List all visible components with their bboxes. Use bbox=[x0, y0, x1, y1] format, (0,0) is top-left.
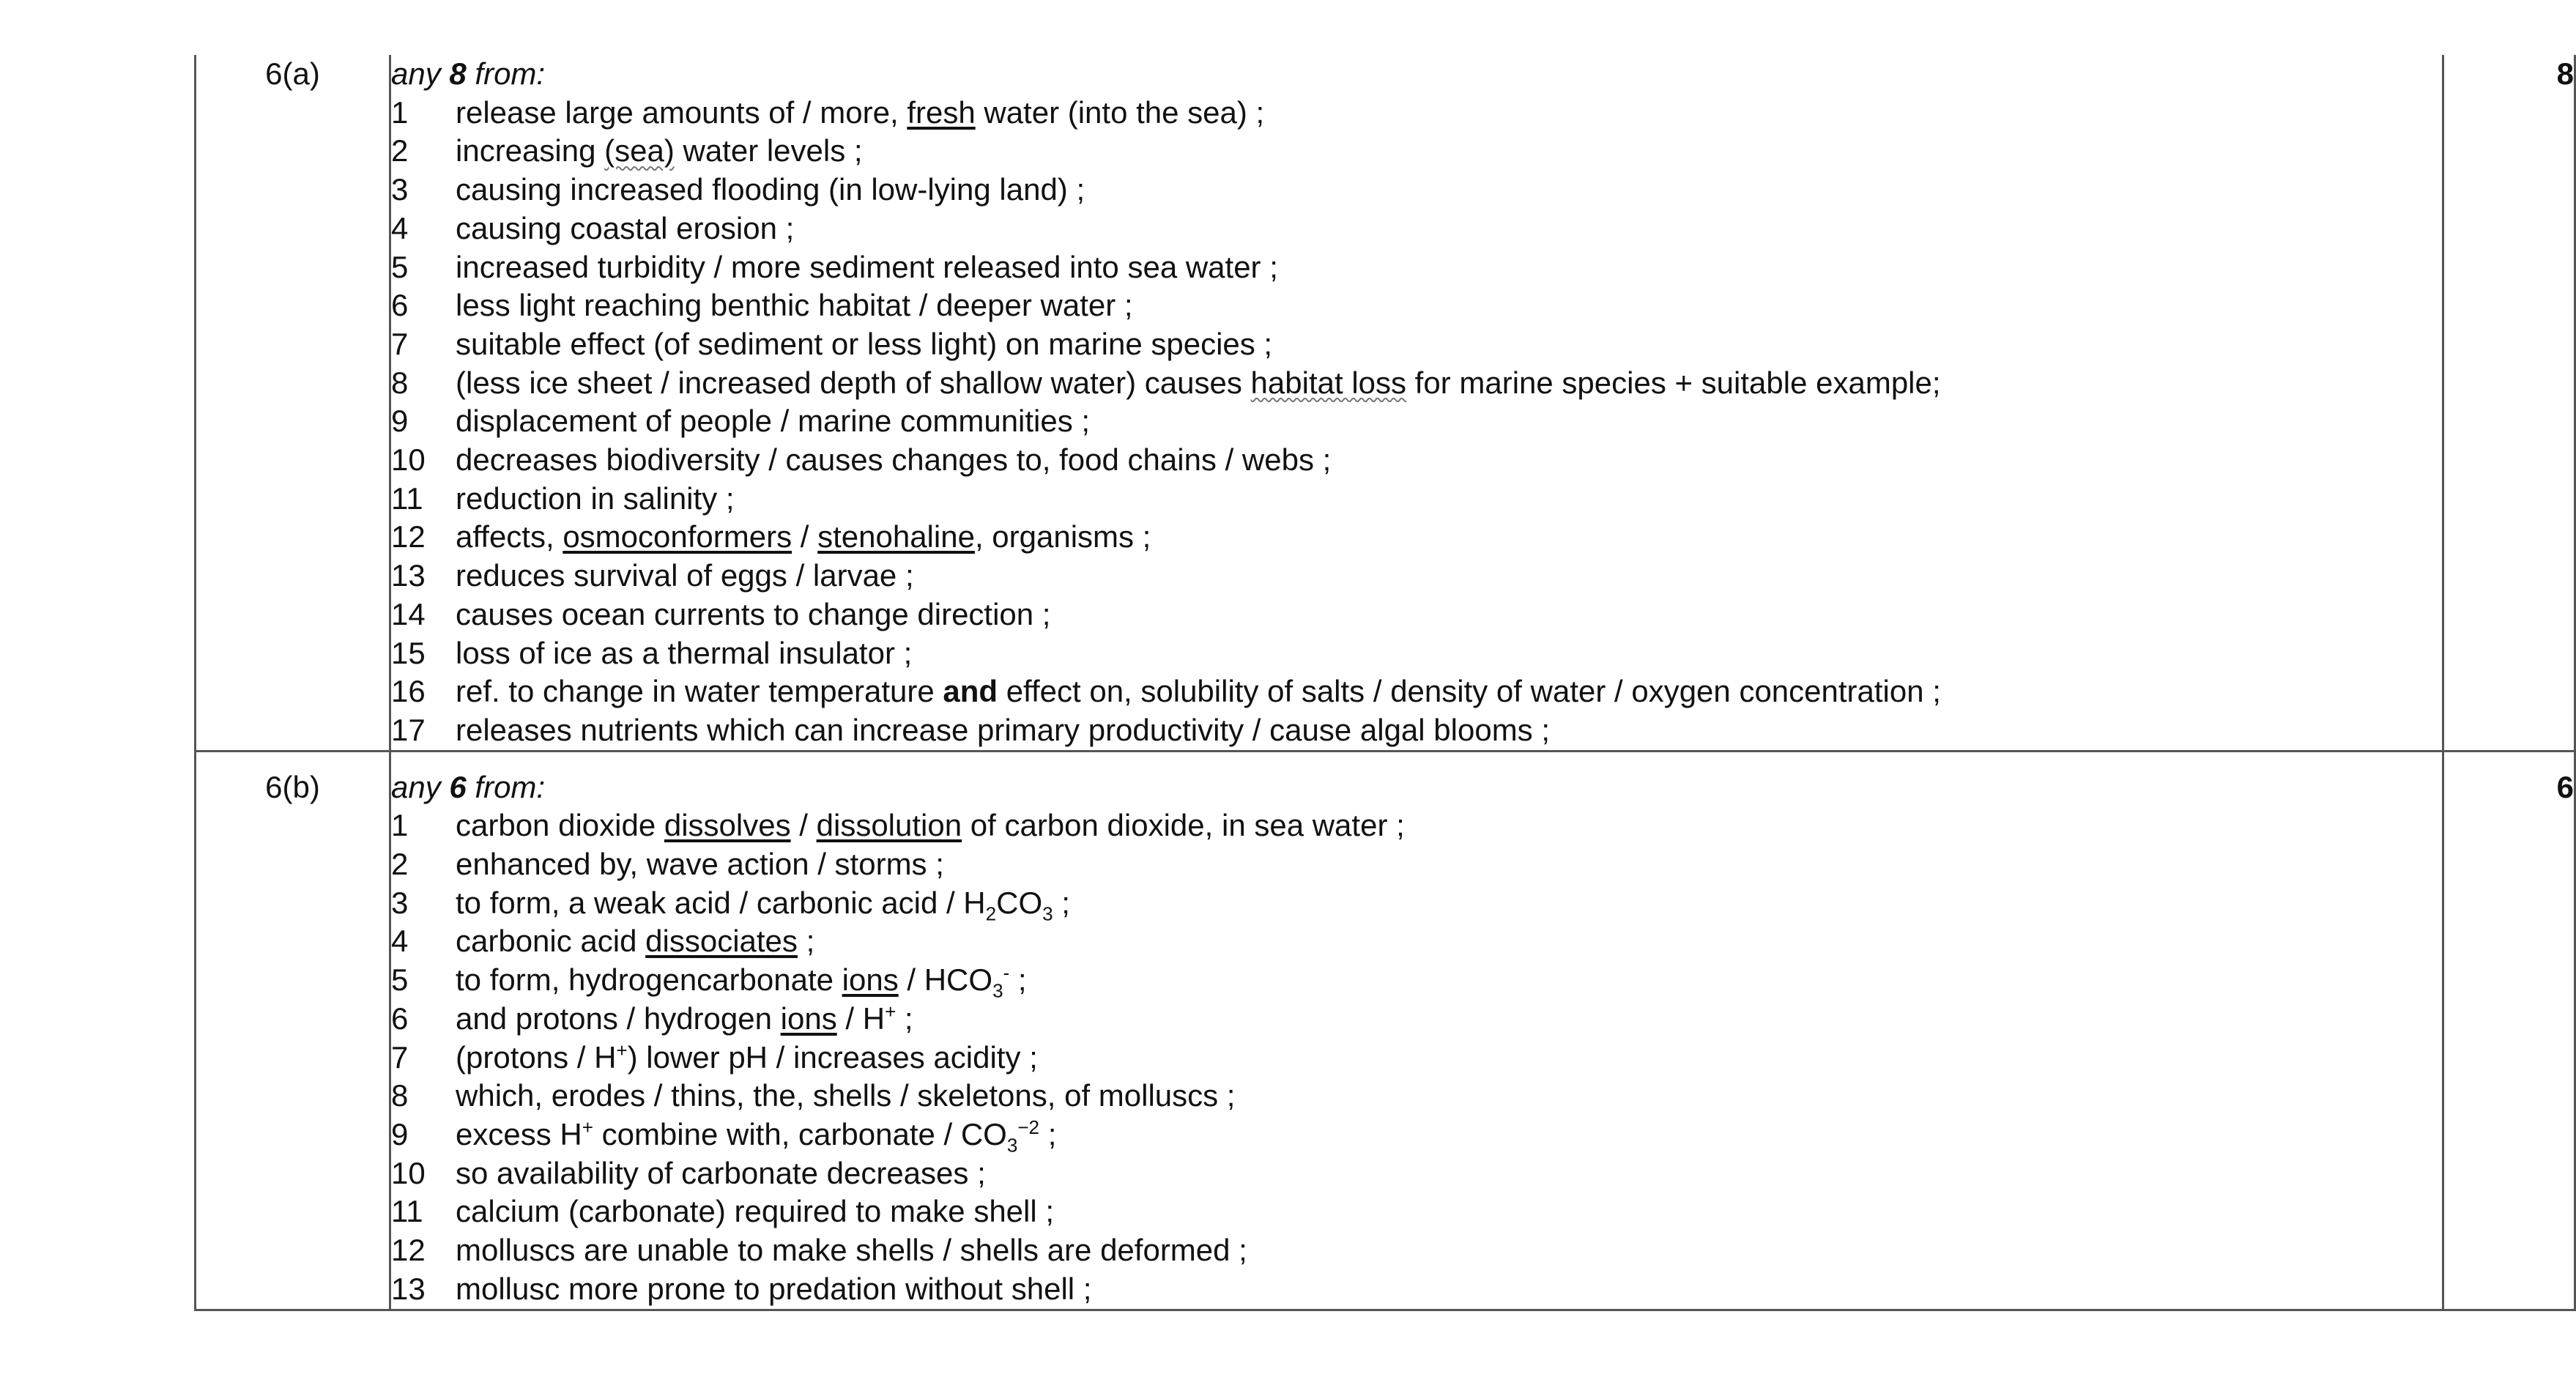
marking-point bbox=[391, 595, 2442, 634]
marking-point bbox=[391, 480, 2442, 519]
point-text-segment: osmoconformers bbox=[563, 519, 793, 554]
point-text-segment: to form, hydrogencarbonate bbox=[456, 962, 842, 998]
point-number: 16 bbox=[391, 674, 426, 709]
point-text-segment: loss of ice as a thermal insulator ; bbox=[456, 635, 913, 670]
marking-point bbox=[391, 286, 2442, 325]
point-text-segment: causing increased flooding (in low-lying land) ; bbox=[456, 172, 1085, 207]
point-text-segment: and bbox=[943, 674, 998, 709]
point-number: 10 bbox=[391, 442, 426, 478]
marking-points-list bbox=[391, 94, 2442, 750]
mark-scheme-table bbox=[194, 55, 2576, 1311]
point-text-segment: / HCO bbox=[898, 962, 993, 998]
marks-value: 6 bbox=[2443, 751, 2575, 1310]
marking-point bbox=[391, 1000, 2442, 1039]
point-number: 2 bbox=[391, 847, 409, 882]
point-number: 5 bbox=[391, 249, 409, 284]
point-number: 4 bbox=[391, 924, 409, 959]
point-text bbox=[456, 171, 1085, 209]
point-text-segment: habitat loss bbox=[1250, 365, 1407, 400]
point-text-segment: causes ocean currents to change direction ; bbox=[456, 596, 1051, 631]
question-row-6b bbox=[196, 751, 2575, 1310]
point-text-segment: water levels ; bbox=[674, 133, 863, 168]
point-number: 13 bbox=[391, 1271, 426, 1306]
point-text bbox=[456, 402, 1090, 441]
point-text-segment: causing coastal erosion ; bbox=[456, 210, 795, 245]
point-text-segment: ref. to change in water temperature bbox=[456, 674, 943, 709]
point-number: 7 bbox=[391, 1039, 409, 1075]
point-text-segment: CO bbox=[996, 885, 1043, 920]
point-text-segment: dissolves bbox=[664, 808, 791, 843]
point-text bbox=[456, 711, 1550, 750]
point-number: 12 bbox=[391, 519, 426, 554]
point-text-segment: which, erodes / thins, the, shells / skeletons, of molluscs ; bbox=[456, 1078, 1236, 1113]
point-text-segment: + bbox=[582, 1116, 593, 1138]
point-number: 1 bbox=[391, 808, 409, 843]
point-text bbox=[456, 634, 912, 673]
point-text-segment: less light reaching benthic habitat / deeper water ; bbox=[456, 288, 1133, 323]
marking-point bbox=[391, 922, 2442, 961]
point-text-segment: dissociates bbox=[645, 924, 798, 959]
point-text-segment: displacement of people / marine communities ; bbox=[456, 404, 1091, 439]
marking-point bbox=[391, 672, 2442, 711]
point-text-segment: 3 bbox=[1042, 902, 1053, 925]
point-text-segment: release large amounts of / more, bbox=[456, 94, 907, 130]
point-text bbox=[456, 806, 1405, 845]
marking-point bbox=[391, 961, 2442, 1000]
point-text bbox=[456, 209, 794, 248]
point-text-segment: ions bbox=[780, 1001, 837, 1036]
point-text-segment: of carbon dioxide, in sea water ; bbox=[962, 808, 1405, 843]
point-number: 3 bbox=[391, 172, 409, 207]
point-text bbox=[456, 480, 735, 519]
point-text bbox=[456, 441, 1331, 480]
point-text bbox=[456, 1154, 986, 1193]
point-text-segment: ) lower pH / increases acidity ; bbox=[627, 1039, 1038, 1075]
answer-cell bbox=[390, 55, 2443, 751]
point-text bbox=[456, 94, 1264, 133]
point-text bbox=[456, 132, 863, 171]
point-text bbox=[456, 248, 1278, 287]
point-number: 17 bbox=[391, 712, 426, 747]
point-text-segment: ; bbox=[1053, 885, 1070, 920]
point-text-segment: so availability of carbonate decreases ; bbox=[456, 1155, 986, 1190]
point-text bbox=[456, 518, 1151, 557]
marking-point bbox=[391, 1116, 2442, 1157]
point-text bbox=[456, 1270, 1091, 1309]
marking-point bbox=[391, 1077, 2442, 1116]
point-text-segment: increasing bbox=[456, 133, 605, 168]
marking-point bbox=[391, 518, 2442, 557]
point-text-segment: releases nutrients which can increase primary productivity / cause algal blooms ; bbox=[456, 712, 1551, 747]
point-text bbox=[456, 364, 1941, 403]
marking-point bbox=[391, 441, 2442, 480]
point-number: 15 bbox=[391, 635, 426, 670]
point-number: 12 bbox=[391, 1233, 426, 1268]
marking-point bbox=[391, 364, 2442, 403]
point-text-segment: −2 bbox=[1017, 1116, 1040, 1138]
point-text-segment: carbon dioxide bbox=[456, 808, 664, 843]
point-text-segment: decreases biodiversity / causes changes to, food chains / webs ; bbox=[456, 442, 1332, 478]
point-number: 9 bbox=[391, 1116, 409, 1151]
marking-point bbox=[391, 845, 2442, 884]
point-number: 2 bbox=[391, 133, 409, 168]
point-text bbox=[456, 1231, 1247, 1270]
point-text-segment: combine with, carbonate / CO bbox=[593, 1116, 1007, 1151]
point-number: 10 bbox=[391, 1155, 426, 1190]
point-text bbox=[456, 961, 1027, 1000]
point-text-segment: for marine species + suitable example; bbox=[1406, 365, 1941, 400]
point-text-segment: + bbox=[616, 1039, 628, 1061]
marking-point bbox=[391, 94, 2442, 133]
marking-point bbox=[391, 248, 2442, 287]
marking-point bbox=[391, 557, 2442, 595]
point-number: 1 bbox=[391, 94, 409, 130]
marking-point bbox=[391, 1154, 2442, 1193]
marking-point bbox=[391, 1192, 2442, 1231]
point-text-segment: , organisms ; bbox=[974, 519, 1151, 554]
marking-point bbox=[391, 634, 2442, 673]
point-text-segment: + bbox=[885, 1000, 897, 1023]
marking-point bbox=[391, 171, 2442, 209]
point-number: 11 bbox=[391, 1194, 423, 1229]
marking-point bbox=[391, 1039, 2442, 1077]
point-text bbox=[456, 845, 944, 884]
point-text-segment: 3 bbox=[1006, 1134, 1018, 1157]
answer-cell bbox=[390, 751, 2443, 1310]
point-text-segment: 2 bbox=[985, 902, 997, 925]
point-text-segment: 3 bbox=[992, 979, 1003, 1002]
point-text-segment: / H bbox=[836, 1001, 886, 1036]
marks-value: 8 bbox=[2443, 55, 2575, 751]
point-text-segment: / bbox=[792, 519, 818, 554]
point-text-segment: and protons / hydrogen bbox=[456, 1001, 781, 1036]
marking-point bbox=[391, 132, 2442, 171]
point-text-segment: ions bbox=[842, 962, 899, 998]
point-number: 14 bbox=[391, 596, 426, 631]
point-text bbox=[456, 922, 814, 961]
point-number: 8 bbox=[391, 365, 409, 400]
point-text-segment: (less ice sheet / increased depth of shallow water) causes bbox=[456, 365, 1251, 400]
point-text bbox=[456, 1192, 1054, 1231]
point-text-segment: calcium (carbonate) required to make shell ; bbox=[456, 1194, 1055, 1229]
point-text-segment: increased turbidity / more sediment released into sea water ; bbox=[456, 249, 1278, 284]
point-text-segment: reduces survival of eggs / larvae ; bbox=[456, 558, 914, 593]
point-text-segment: (protons / H bbox=[456, 1039, 617, 1075]
point-text-segment: / bbox=[790, 808, 817, 843]
answer-intro: any 6 from: bbox=[391, 769, 546, 804]
point-text bbox=[456, 557, 914, 595]
point-text-segment: dissolution bbox=[816, 808, 962, 843]
point-text-segment: reduction in salinity ; bbox=[456, 480, 735, 516]
question-number: 6(a) bbox=[196, 55, 390, 751]
point-number: 13 bbox=[391, 558, 426, 593]
marking-point bbox=[391, 1270, 2442, 1309]
point-text bbox=[456, 595, 1050, 634]
point-text bbox=[456, 672, 1941, 711]
point-text-segment: suitable effect (of sediment or less light) on marine species ; bbox=[456, 326, 1273, 361]
point-number: 3 bbox=[391, 885, 409, 920]
point-number: 8 bbox=[391, 1078, 409, 1113]
point-number: 4 bbox=[391, 210, 409, 245]
point-text-segment: ; bbox=[797, 924, 815, 959]
marking-point bbox=[391, 1231, 2442, 1270]
point-text bbox=[456, 286, 1133, 325]
point-text-segment: mollusc more prone to predation without shell ; bbox=[456, 1271, 1092, 1306]
point-text-segment: ; bbox=[1009, 962, 1027, 998]
point-text bbox=[456, 1077, 1235, 1116]
point-text-segment: (sea) bbox=[604, 133, 675, 168]
marking-point bbox=[391, 209, 2442, 248]
point-number: 7 bbox=[391, 326, 409, 361]
question-number: 6(b) bbox=[196, 751, 390, 1310]
marking-point bbox=[391, 325, 2442, 364]
marking-point bbox=[391, 806, 2442, 845]
point-text-segment: ; bbox=[896, 1001, 913, 1036]
point-text-segment: to form, a weak acid / carbonic acid / H bbox=[456, 885, 986, 920]
marking-points-list bbox=[391, 806, 2442, 1308]
point-text bbox=[456, 884, 1070, 923]
point-number: 5 bbox=[391, 962, 409, 998]
point-number: 9 bbox=[391, 404, 409, 439]
point-text bbox=[456, 325, 1272, 364]
point-text-segment: enhanced by, wave action / storms ; bbox=[456, 847, 944, 882]
point-text-segment: - bbox=[1003, 962, 1010, 984]
point-text-segment: effect on, solubility of salts / density of water / oxygen concentration ; bbox=[998, 674, 1941, 709]
point-text-segment: carbonic acid bbox=[456, 924, 646, 959]
point-text-segment: fresh bbox=[907, 94, 976, 130]
point-text bbox=[456, 1116, 1057, 1157]
point-text-segment: molluscs are unable to make shells / shells are deformed ; bbox=[456, 1233, 1247, 1268]
point-text bbox=[456, 1039, 1038, 1077]
point-text bbox=[456, 1000, 913, 1039]
point-number: 6 bbox=[391, 1001, 409, 1036]
point-text-segment: stenohaline bbox=[817, 519, 975, 554]
point-number: 11 bbox=[391, 480, 423, 516]
marking-point bbox=[391, 884, 2442, 923]
answer-intro: any 8 from: bbox=[391, 56, 546, 91]
marking-point bbox=[391, 711, 2442, 750]
point-number: 6 bbox=[391, 288, 409, 323]
point-text-segment: affects, bbox=[456, 519, 563, 554]
question-row-6a bbox=[196, 55, 2575, 751]
marking-point bbox=[391, 402, 2442, 441]
point-text-segment: excess H bbox=[456, 1116, 582, 1151]
point-text-segment: ; bbox=[1039, 1116, 1057, 1151]
point-text-segment: water (into the sea) ; bbox=[975, 94, 1265, 130]
